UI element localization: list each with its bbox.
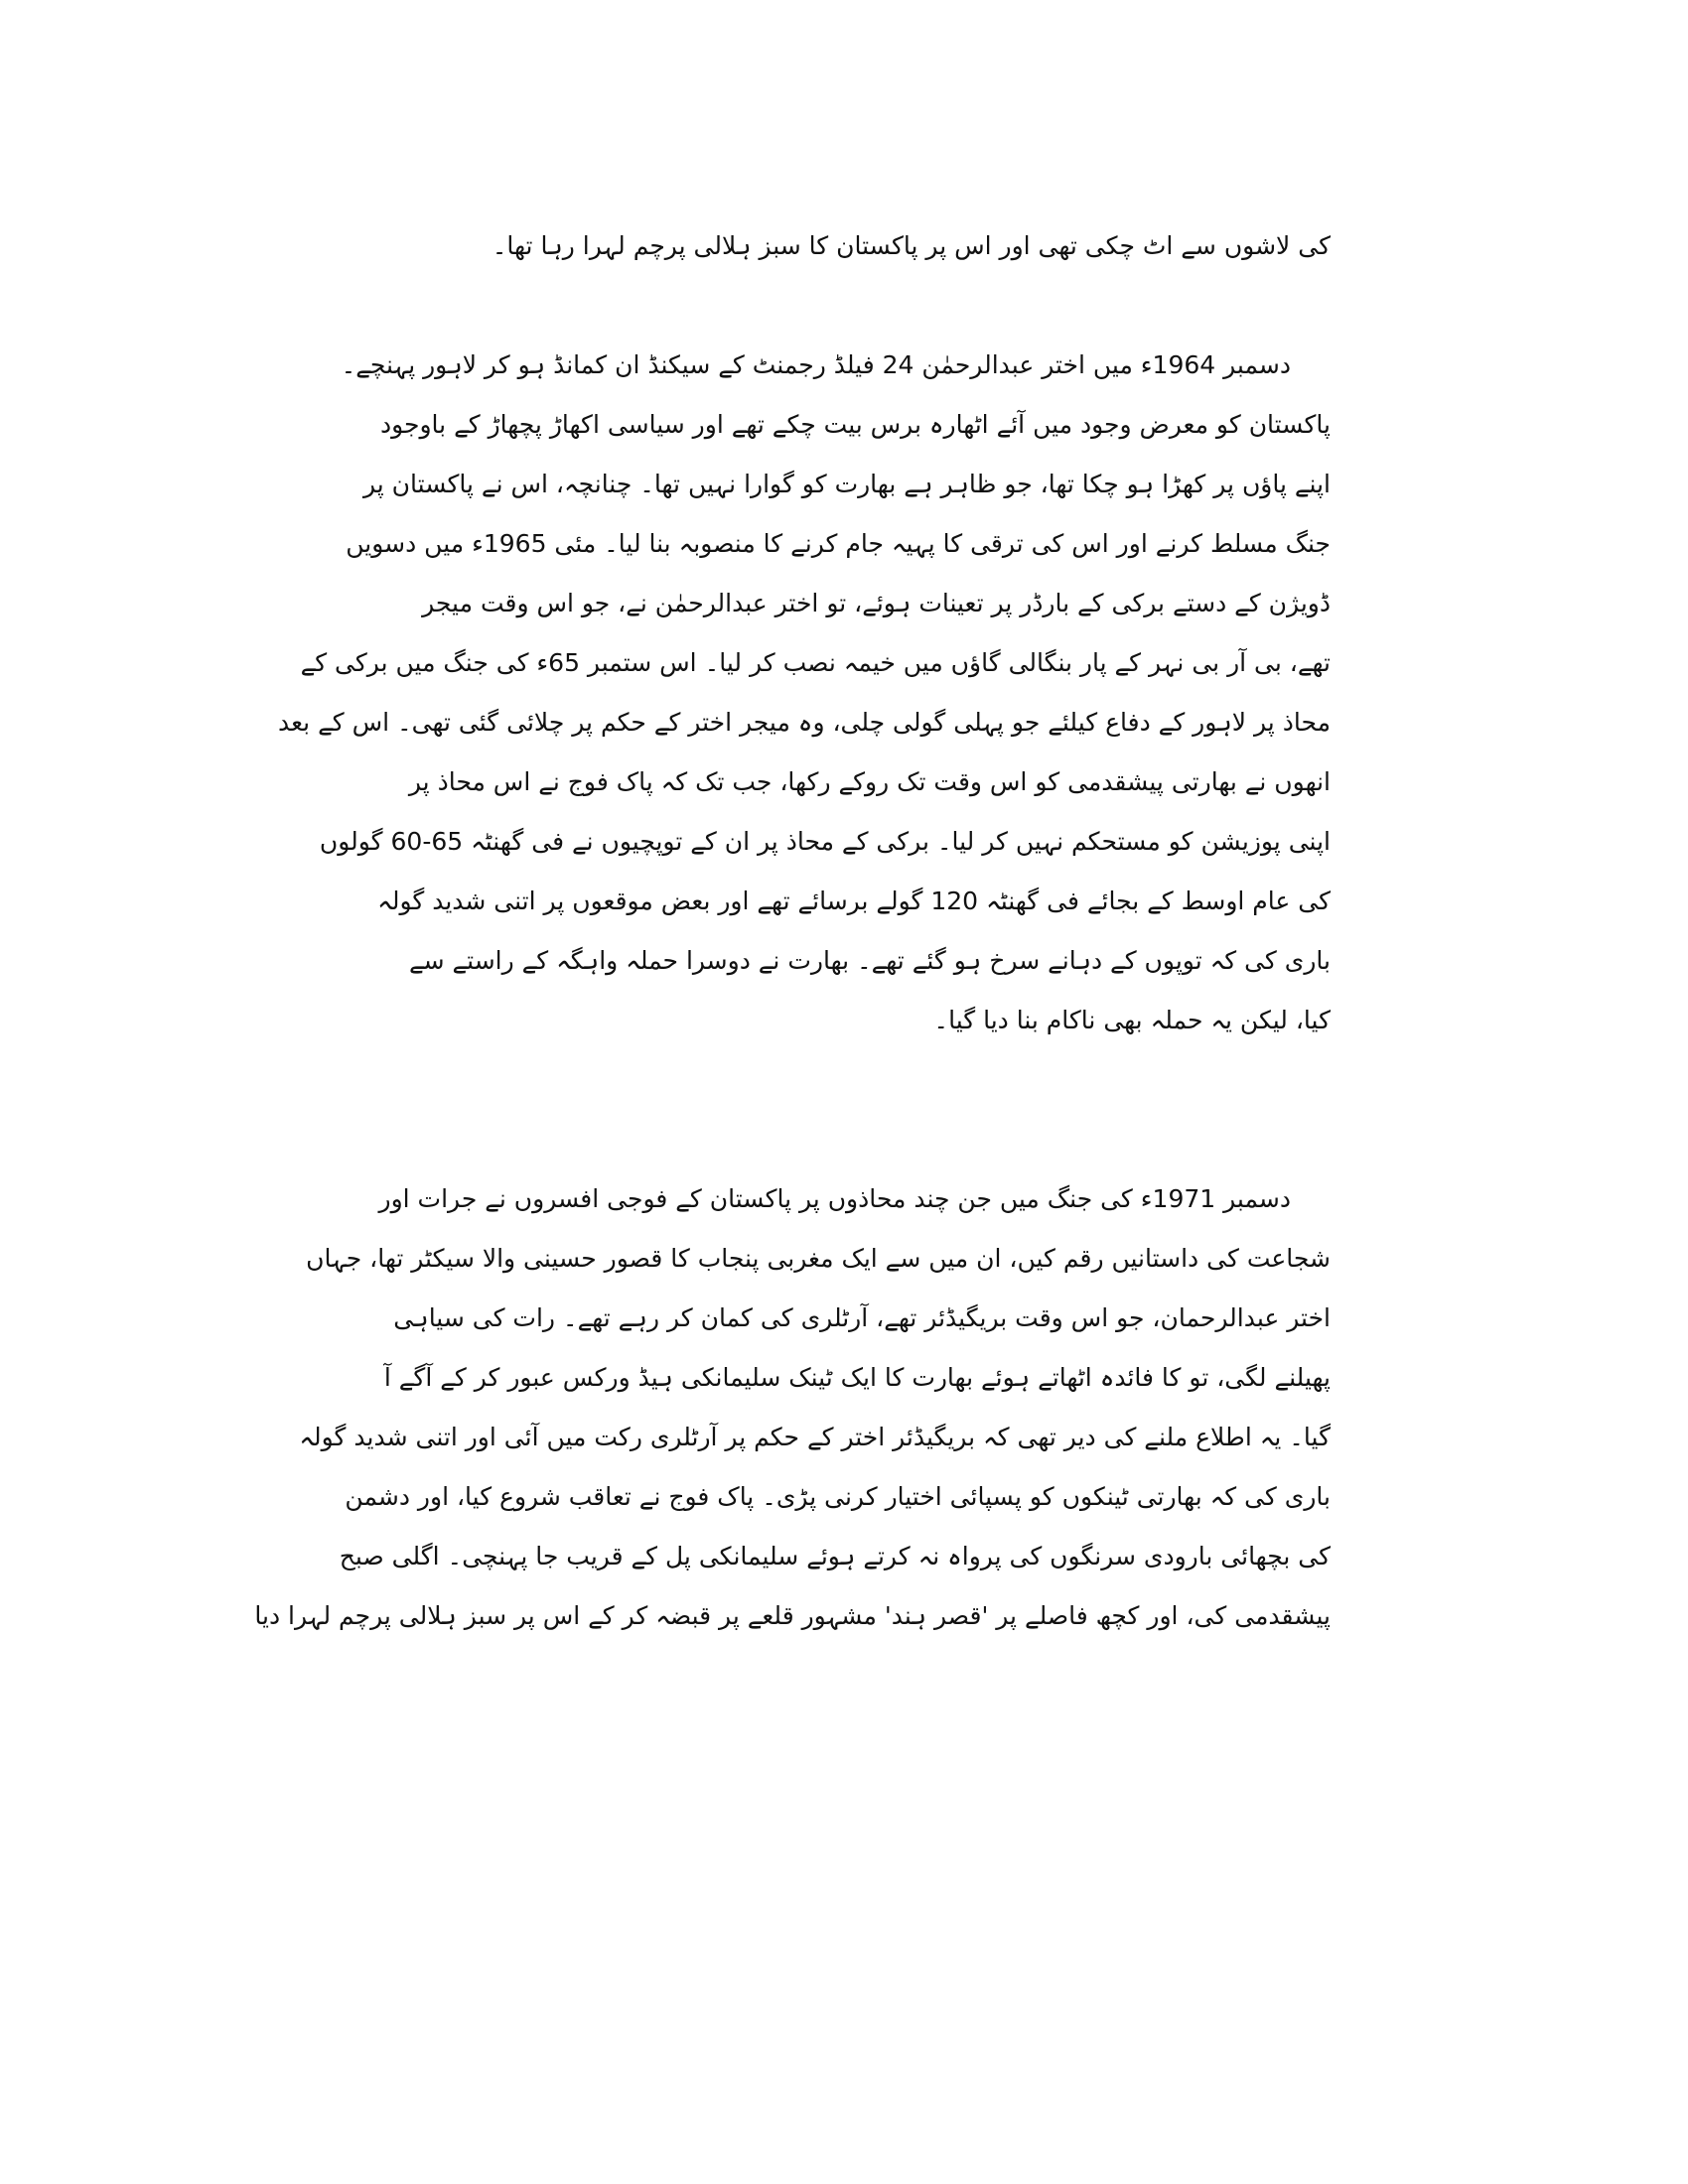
- paragraph-1: [357, 216, 1331, 276]
- text-line: جنگ مسلط کرنے اور اس کی ترقی کا پہیہ جام کرنے کا منصوبہ بنا لیا۔ مئی 1965ء میں دسویں: [346, 529, 1331, 558]
- text-line: باری کی کہ بھارتی ٹینکوں کو پسپائی اختیار کرنی پڑی۔ پاک فوج نے تعاقب شروع کیا، اور دشمن: [345, 1482, 1331, 1511]
- text-line: ڈویژن کے دستے برکی کے بارڈر پر تعینات ہوئے، تو اختر عبدالرحمٰن نے، جو اس وقت میجر: [422, 589, 1331, 617]
- text-line: کیا، لیکن یہ حملہ بھی ناکام بنا دیا گیا۔: [933, 1006, 1331, 1034]
- text-line: اپنی پوزیشن کو مستحکم نہیں کر لیا۔ برکی کے محاذ پر ان کے توپچیوں نے فی گھنٹہ 65-60 گولوں: [319, 827, 1331, 856]
- text-line: پھیلنے لگی، تو کا فائدہ اٹھاتے ہوئے بھارت کا ایک ٹینک سلیمانکی ہیڈ ورکس عبور کر کے آگے آ: [383, 1363, 1331, 1392]
- text-line: محاذ پر لاہور کے دفاع کیلئے جو پہلی گولی چلی، وہ میجر اختر کے حکم پر چلائی گئی تھی۔ اس کے بعد: [278, 708, 1331, 737]
- text-line: پاکستان کو معرض وجود میں آئے اٹھارہ برس بیت چکے تھے اور سیاسی اکھاڑ پچھاڑ کے باوجود: [379, 410, 1331, 439]
- text-line: کی عام اوسط کے بجائے فی گھنٹہ 120 گولے برسائے تھے اور بعض موقعوں پر اتنی شدید گولہ: [377, 887, 1331, 915]
- text-line: پیشقدمی کی، اور کچھ فاصلے پر 'قصر ہند' مشہور قلعے پر قبضہ کر کے اس پر سبز ہلالی پرچم لہرا دیا: [254, 1601, 1331, 1630]
- text-line: باری کی کہ توپوں کے دہانے سرخ ہو گئے تھے۔ بھارت نے دوسرا حملہ واہگہ کے راستے سے: [408, 946, 1331, 975]
- text-line: دسمبر 1964ء میں اختر عبدالرحمٰن 24 فیلڈ رجمنٹ کے سیکنڈ ان کمانڈ ہو کر لاہور پہنچے۔: [341, 350, 1291, 379]
- text-line: تھے، بی آر بی نہر کے پار بنگالی گاؤں میں خیمہ نصب کر لیا۔ اس ستمبر 65ء کی جنگ میں برکی کے: [300, 648, 1331, 677]
- text-line: کی بچھائی بارودی سرنگوں کی پرواہ نہ کرتے ہوئے سلیمانکی پل کے قریب جا پہنچی۔ اگلی صبح: [339, 1542, 1331, 1570]
- paragraph-2: [278, 336, 1331, 1050]
- text-line: اپنے پاؤں پر کھڑا ہو چکا تھا، جو ظاہر ہے بھارت کو گوارا نہیں تھا۔ چنانچہ، اس نے پاکستان پر: [362, 470, 1331, 498]
- text-line: شجاعت کی داستانیں رقم کیں، ان میں سے ایک مغربی پنجاب کا قصور حسینی والا سیکٹر تھا، جہاں: [306, 1244, 1331, 1273]
- paragraph-3: [254, 1169, 1331, 1646]
- text-line: گیا۔ یہ اطلاع ملنے کی دیر تھی کہ بریگیڈئر اختر کے حکم پر آرٹلری رکت میں آئی اور اتنی شدید گولہ: [299, 1423, 1331, 1451]
- text-line: کی لاشوں سے اٹ چکی تھی اور اس پر پاکستان کا سبز ہلالی پرچم لہرا رہا تھا۔: [492, 231, 1331, 260]
- text-line: انھوں نے بھارتی پیشقدمی کو اس وقت تک روکے رکھا، جب تک کہ پاک فوج نے اس محاذ پر: [408, 767, 1331, 796]
- text-line: اختر عبدالرحمان، جو اس وقت بریگیڈئر تھے، آرٹلری کی کمان کر رہے تھے۔ رات کی سیاہی: [393, 1303, 1331, 1332]
- text-line: دسمبر 1971ء کی جنگ میں جن چند محاذوں پر پاکستان کے فوجی افسروں نے جرات اور: [378, 1184, 1291, 1213]
